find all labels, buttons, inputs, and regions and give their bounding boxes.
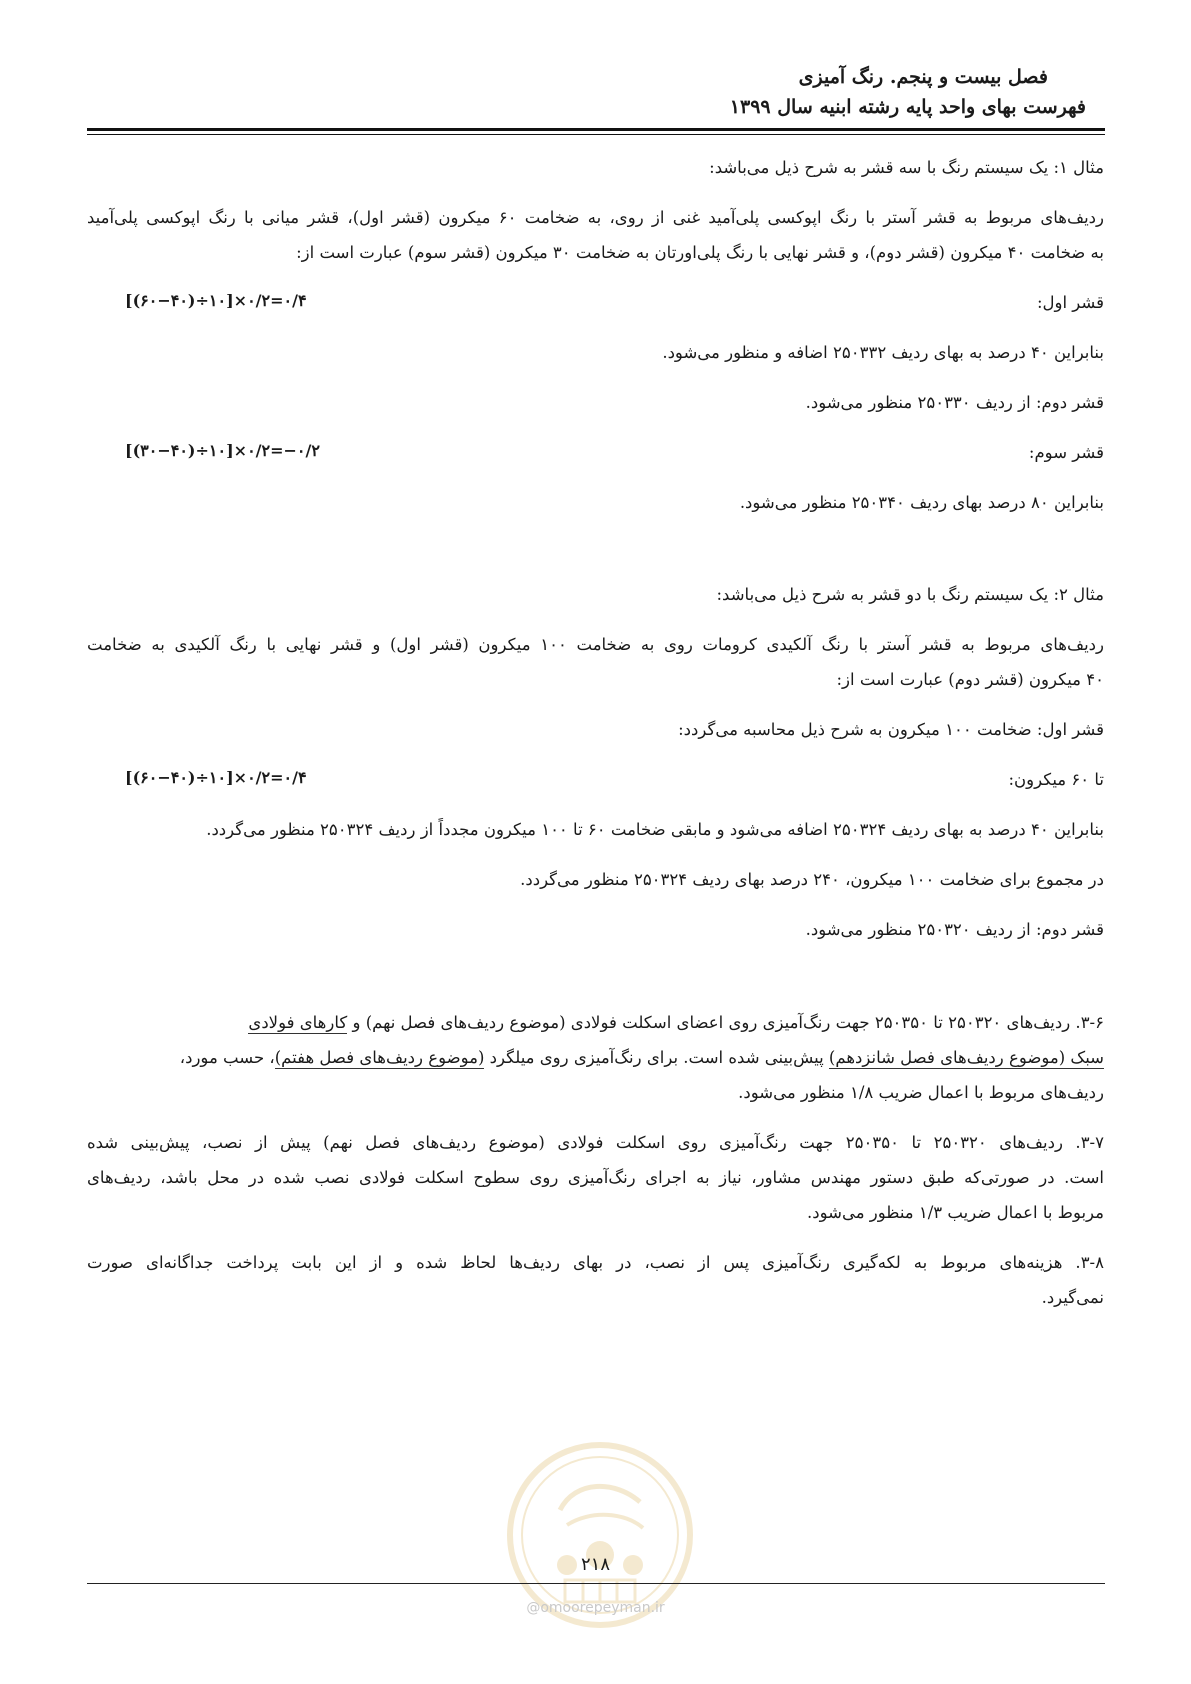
example2-upto-label: تا ۶۰ میکرون: [1008, 770, 1104, 789]
example1-intro: مثال ۱: یک سیستم رنگ با سه قشر به شرح ذیل می‌باشد: [709, 158, 1104, 177]
chapter-title: فصل بیست و پنجم. رنگ آمیزی [798, 66, 1048, 88]
footer-rule [87, 1583, 1105, 1584]
clause-3-8-line2: نمی‌گیرد. [1041, 1288, 1104, 1307]
example1-layer1-formula: [(۶۰−۴۰)÷۱۰]×۰/۲=۰/۴ [125, 291, 307, 310]
example1-desc-line1: ردیف‌های مربوط به قشر آستر با رنگ اپوکسی پلی‌آمید غنی از روی، به ضخامت ۶۰ میکرون (قشر اول)، قشر میانی با رنگ اپوکسی پلی‌آمید [87, 208, 1104, 227]
example2-desc-line2: ۴۰ میکرون (قشر دوم) عبارت است از: [836, 670, 1104, 689]
clause-3-6-line1 [87, 1010, 1104, 1036]
example2-total: در مجموع برای ضخامت ۱۰۰ میکرون، ۲۴۰ درصد بهای ردیف ۲۵۰۳۲۴ منظور می‌گردد. [520, 870, 1104, 889]
example1-layer3-formula: [(۳۰−۴۰)÷۱۰]×۰/۲=−۰/۲ [125, 441, 320, 460]
clause-3-6-line2 [87, 1045, 1104, 1071]
example2-upto-formula: [(۶۰−۴۰)÷۱۰]×۰/۲=۰/۴ [125, 768, 307, 787]
clause-3-6-line3: ردیف‌های مربوط با اعمال ضریب ۱/۸ منظور می‌شود. [738, 1083, 1104, 1102]
clause-3-6-text-b: پیش‌بینی شده است. برای رنگ‌آمیزی روی میلگرد [484, 1048, 829, 1067]
example1-desc-line2: به ضخامت ۴۰ میکرون (قشر دوم)، و قشر نهایی با رنگ پلی‌اورتان به ضخامت ۳۰ میکرون (قشر سوم) عبارت است از: [296, 243, 1104, 262]
example1-layer3-label: قشر سوم: [1028, 443, 1104, 462]
light-steel-works-link: کارهای فولادی [248, 1013, 348, 1032]
page-header [730, 62, 1086, 122]
example1-result3: بنابراین ۸۰ درصد بهای ردیف ۲۵۰۳۴۰ منظور می‌شود. [739, 493, 1104, 512]
chapter16-reference: سبک (موضوع ردیف‌های فصل شانزدهم) [828, 1048, 1104, 1067]
header-rule-thick [87, 128, 1105, 131]
clause-3-8-line1: ۳-۸. هزینه‌های مربوط به لکه‌گیری رنگ‌آمیزی پس از نصب، در بهای ردیف‌ها لحاظ شده و از این بابت پرداخت جداگانه‌ای صورت [87, 1253, 1104, 1272]
clause-3-7-line2: است. در صورتی‌که طبق دستور مهندس مشاور، نیاز به اجرای رنگ‌آمیزی روی سطوح اسکلت فولادی نصب شده در محل باشد، ردیف‌های [87, 1168, 1104, 1187]
example1-result1: بنابراین ۴۰ درصد به بهای ردیف ۲۵۰۳۳۲ اضافه و منظور می‌شود. [662, 343, 1104, 362]
clause-3-7-line3: مربوط با اعمال ضریب ۱/۳ منظور می‌شود. [807, 1203, 1104, 1222]
example1-layer1-label: قشر اول: [1036, 293, 1104, 312]
example2-desc-line1: ردیف‌های مربوط به قشر آستر با رنگ آلکیدی کرومات روی به ضخامت ۱۰۰ میکرون (قشر اول) و قشر نهایی با رنگ آلکیدی به ضخامت [87, 635, 1104, 654]
clause-3-6-text-a: ۳-۶. ردیف‌های ۲۵۰۳۲۰ تا ۲۵۰۳۵۰ جهت رنگ‌آمیزی روی اعضای اسکلت فولادی (موضوع ردیف‌های فصل نهم) و [347, 1013, 1104, 1032]
header-rule-thin [87, 134, 1105, 135]
chapter7-reference: (موضوع ردیف‌های فصل هفتم) [274, 1048, 485, 1067]
page-number: ۲۱۸ [580, 1554, 610, 1575]
clause-3-6-text-c: ، حسب مورد، [179, 1048, 275, 1067]
price-list-title: فهرست بهای واحد پایه رشته ابنیه سال ۱۳۹۹ [729, 96, 1086, 118]
watermark-website: @omoorepeyman.ir [526, 1600, 665, 1616]
example1-layer2: قشر دوم: از ردیف ۲۵۰۳۳۰ منظور می‌شود. [805, 393, 1104, 412]
clause-3-7-line1: ۳-۷. ردیف‌های ۲۵۰۳۲۰ تا ۲۵۰۳۵۰ جهت رنگ‌آمیزی روی اسکلت فولادی (موضوع ردیف‌های فصل نهم) پیش از نصب، پیش‌بینی شده [87, 1133, 1104, 1152]
example2-layer2: قشر دوم: از ردیف ۲۵۰۳۲۰ منظور می‌شود. [805, 920, 1104, 939]
example2-layer1: قشر اول: ضخامت ۱۰۰ میکرون به شرح ذیل محاسبه می‌گردد: [678, 720, 1104, 739]
example2-intro: مثال ۲: یک سیستم رنگ با دو قشر به شرح ذیل می‌باشد: [716, 585, 1104, 604]
example2-result1: بنابراین ۴۰ درصد به بهای ردیف ۲۵۰۳۲۴ اضافه می‌شود و مابقی ضخامت ۶۰ تا ۱۰۰ میکرون مجدداً از ردیف ۲۵۰۳۲۴ منظور می‌گردد. [206, 820, 1104, 839]
